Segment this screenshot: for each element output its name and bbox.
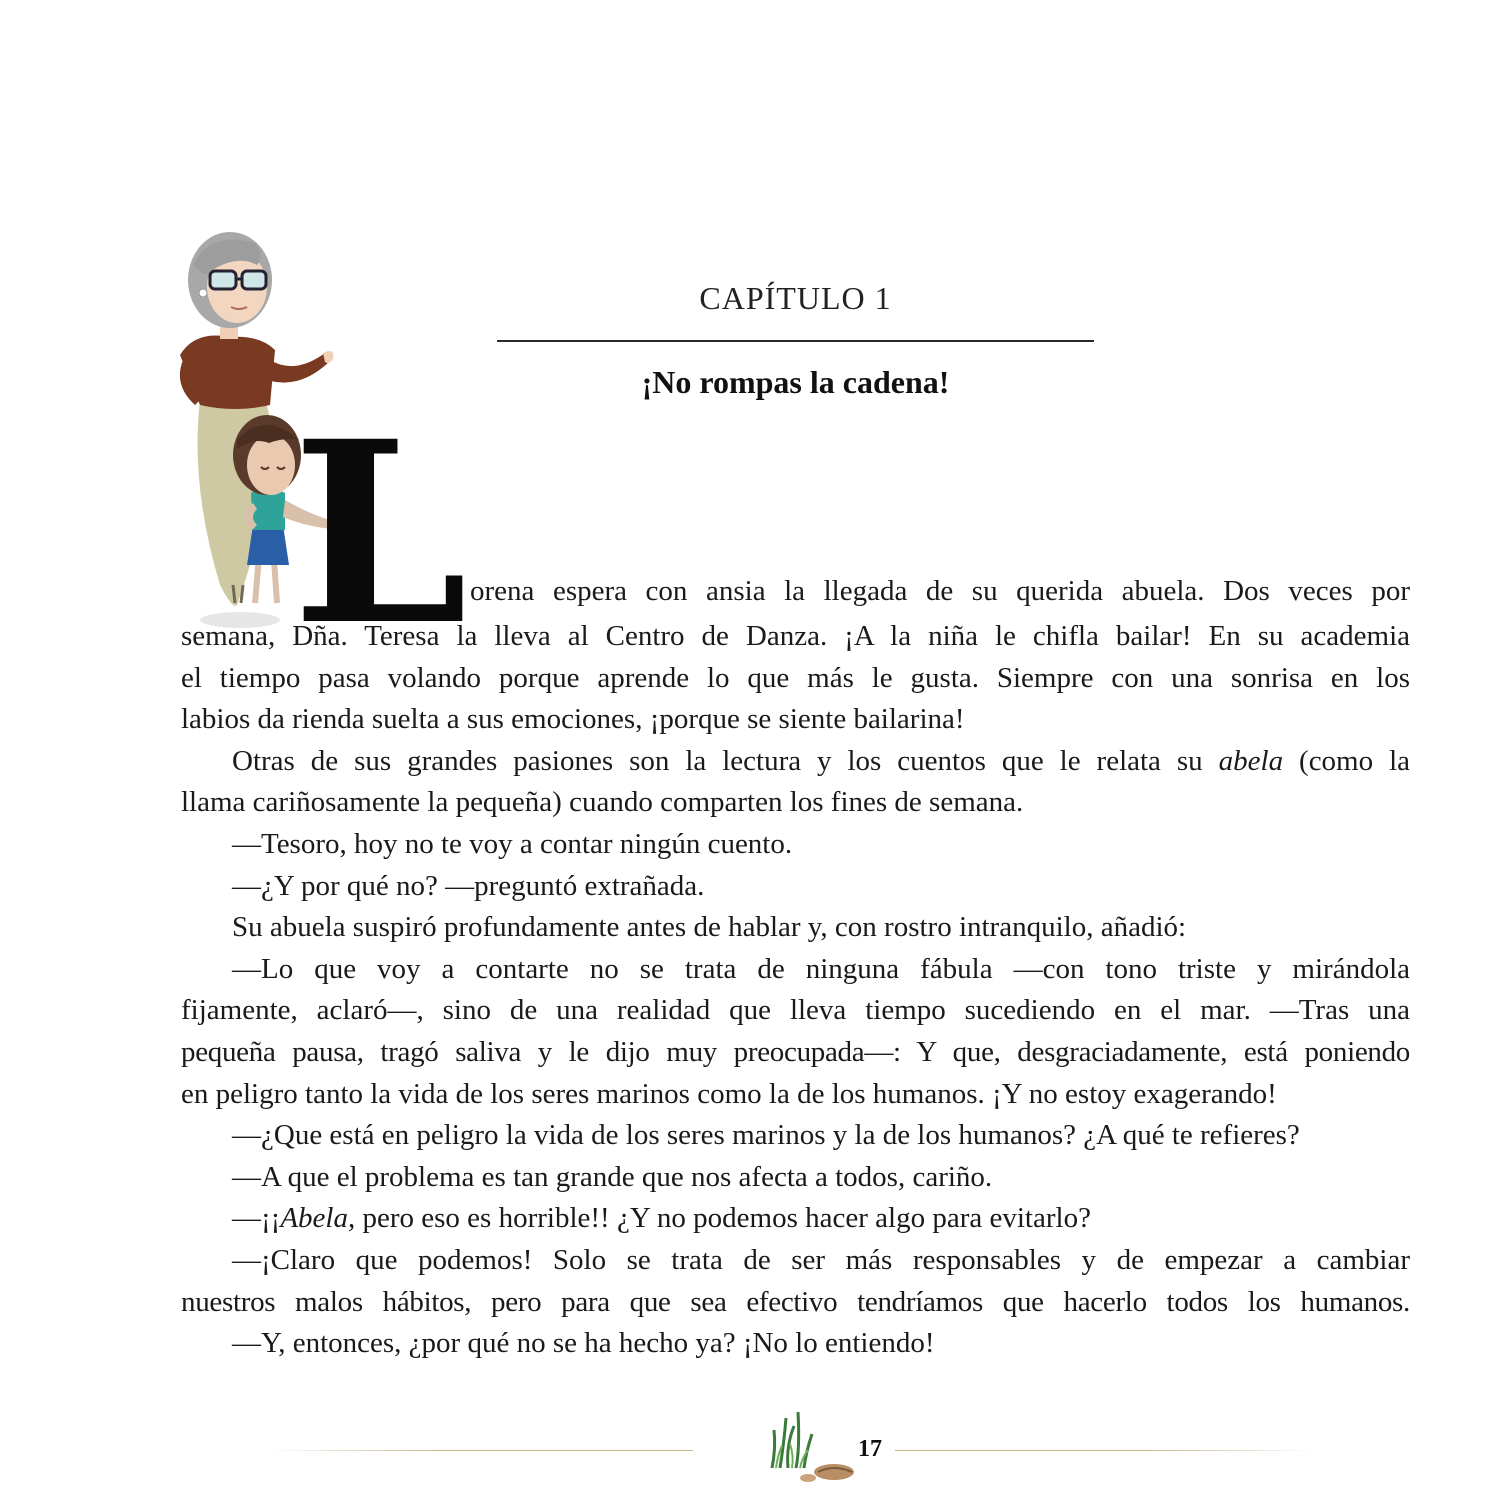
paragraph-6-line-3: pequeña pausa, tragó saliva y le dijo muy preocupada—: Y que, desgraciadamente, está poniendo	[181, 1035, 1410, 1068]
paragraph-10-line-2: nuestros malos hábitos, pero para que sea efectivo tendríamos que hacerlo todos los humanos.	[181, 1285, 1410, 1318]
paragraph-9	[181, 1198, 1410, 1240]
paragraph-6-line-4: en peligro tanto la vida de los seres marinos como la de los humanos. ¡Y no estoy exagerando!	[181, 1077, 1277, 1110]
chapter-rule	[497, 340, 1094, 342]
paragraph-5: Su abuela suspiró profundamente antes de hablar y, con rostro intranquilo, añadió:	[232, 911, 1187, 944]
paragraph-6-line-2: fijamente, aclaró—, sino de una realidad que lleva tiempo sucediendo en el mar. —Tras una	[181, 994, 1410, 1027]
chapter-label: CAPÍTULO 1	[699, 280, 892, 316]
paragraph-1-line-2: semana, Dña. Teresa la lleva al Centro de Danza. ¡A la niña le chifla bailar! En su academia	[181, 620, 1410, 652]
paragraph-8: —A que el problema es tan grande que nos afecta a todos, cariño.	[232, 1160, 993, 1193]
paragraph-2-text-a: Otras de sus grandes pasiones son la lectura y los cuentos que le relata su	[232, 744, 1219, 777]
seaweed-and-shell-ornament	[766, 1408, 858, 1484]
paragraph-9-text-a: —¡¡	[232, 1202, 281, 1235]
paragraph-3: —Tesoro, hoy no te voy a contar ningún cuento.	[232, 827, 793, 860]
paragraph-4: —¿Y por qué no? —preguntó extrañada.	[232, 869, 705, 902]
paragraph-2-text-b: (como la	[1283, 744, 1411, 777]
paragraph-7: —¿Que está en peligro la vida de los seres marinos y la de los humanos? ¿A qué te refieres?	[232, 1119, 1300, 1152]
paragraph-11: —Y, entonces, ¿por qué no se ha hecho ya? ¡No lo entiendo!	[232, 1327, 935, 1360]
paragraph-1-line-4: labios da rienda suelta a sus emociones, ¡porque se siente bailarina!	[181, 703, 965, 736]
paragraph-2-line-2: llama cariñosamente la pequeña) cuando comparten los fines de semana.	[181, 786, 1024, 819]
drop-cap: L	[292, 386, 468, 680]
body-text	[181, 616, 1410, 1365]
page-number: 17	[858, 1436, 882, 1462]
paragraph-2-line-1	[181, 741, 1410, 783]
abela-italic: abela	[1218, 744, 1284, 777]
chapter-title: ¡No rompas la cadena!	[641, 364, 950, 400]
footer-rule-right	[895, 1450, 1315, 1451]
paragraph-6-line-1: —Lo que voy a contarte no se trata de ninguna fábula —con tono triste y mirándola	[232, 952, 1410, 985]
paragraph-9-text-b: , pero eso es horrible!! ¿Y no podemos hacer algo para evitarlo?	[347, 1202, 1091, 1235]
paragraph-1-line-1: orena espera con ansia la llegada de su querida abuela. Dos veces por	[470, 575, 1410, 607]
abela-italic-2: Abela	[280, 1202, 348, 1235]
paragraph-1-line-3: el tiempo pasa volando porque aprende lo que más le gusta. Siempre con una sonrisa en los	[181, 661, 1410, 694]
footer-rule-left	[268, 1450, 693, 1451]
paragraph-10-line-1: —¡Claro que podemos! Solo se trata de ser más responsables y de empezar a cambiar	[232, 1243, 1410, 1276]
